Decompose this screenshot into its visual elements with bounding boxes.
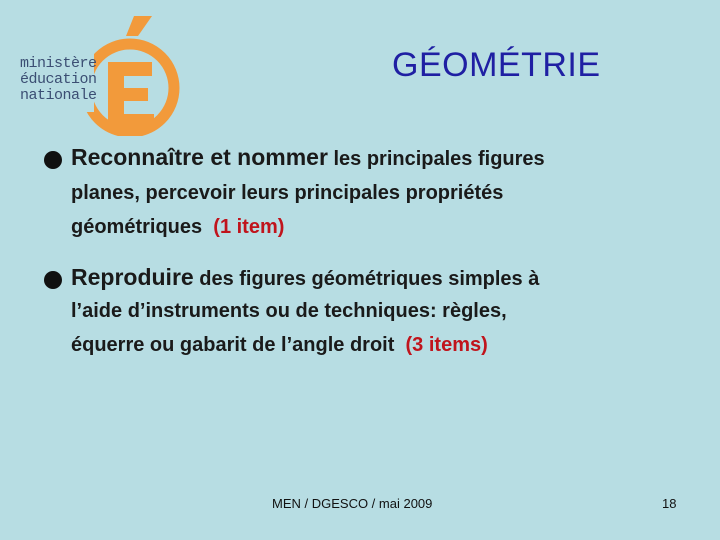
logo-line-1: ministère xyxy=(20,55,97,72)
logo-wordmark xyxy=(20,56,97,104)
bullet-dot-icon xyxy=(44,271,62,289)
ministere-logo xyxy=(20,14,180,136)
bullet-1-line-1 xyxy=(71,144,545,171)
bullet-2-note: (3 items) xyxy=(405,334,488,356)
bullet-2-line-1 xyxy=(71,264,539,291)
bullet-1-continuation xyxy=(71,176,503,244)
bullet-1-line-2: planes, percevoir leurs principales propriétés xyxy=(71,182,504,204)
bullet-1-note: (1 item) xyxy=(213,216,285,238)
bullet-1-line-3 xyxy=(71,210,503,244)
bullet-1-lead: Reconnaître et nommer xyxy=(71,144,328,170)
e-letter-icon xyxy=(102,58,162,130)
bullet-2-line-2: l’aide d’instruments ou de techniques: règles, xyxy=(71,300,507,322)
bullet-2-lead: Reproduire xyxy=(71,264,194,290)
slide-title: GÉOMÉTRIE xyxy=(392,46,601,84)
bullet-dot-icon xyxy=(44,151,62,169)
page-number: 18 xyxy=(662,496,677,511)
bullet-2-line-3 xyxy=(71,328,507,362)
bullet-1-line-3-text: géométriques xyxy=(71,216,203,238)
bullet-2-rest: des figures géométriques simples à xyxy=(193,268,540,290)
logo-line-3: nationale xyxy=(20,87,97,104)
bullet-2-line-3-text: équerre ou gabarit de l’angle droit xyxy=(71,334,395,356)
slide-footer: MEN / DGESCO / mai 2009 xyxy=(272,496,433,511)
logo-line-2: éducation xyxy=(20,71,97,88)
bullet-1-rest: les principales figures xyxy=(327,148,545,170)
bullet-2-continuation xyxy=(71,294,507,362)
